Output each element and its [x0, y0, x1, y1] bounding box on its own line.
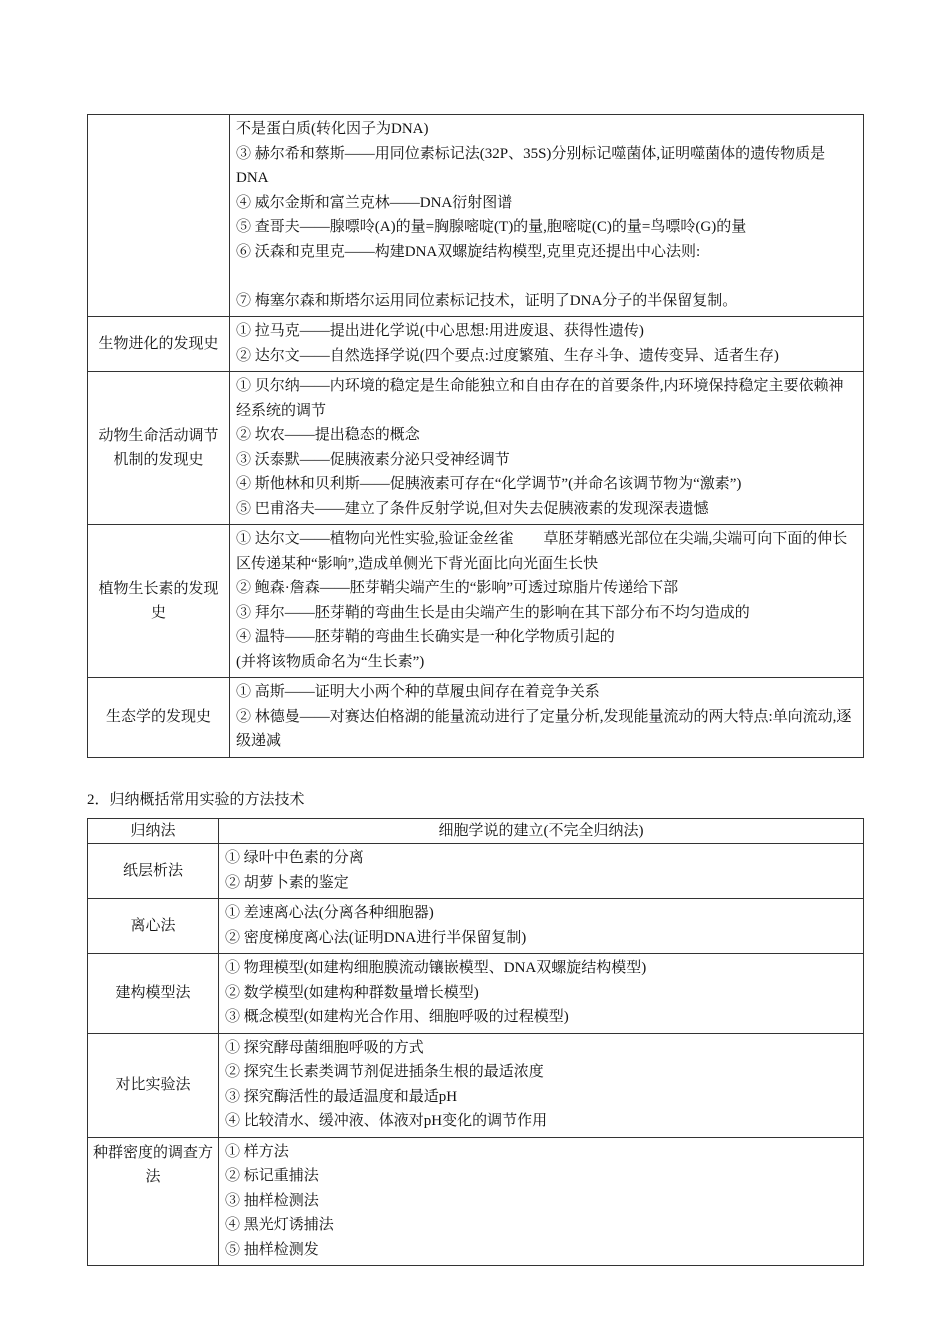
table-row [88, 899, 864, 954]
list-item: ① 探究酵母菌细胞呼吸的方式 [225, 1039, 424, 1056]
list-item: ② 数学模型(如建构种群数量增长模型) [225, 984, 479, 1001]
list-item: ④ 黑光灯诱捕法 [225, 1217, 334, 1233]
table-header-row [88, 818, 864, 844]
list-item: ② 鲍森·詹森——胚芽鞘尖端产生的“影响”可透过琼脂片传递给下部 [236, 580, 679, 596]
row-content [219, 1137, 864, 1266]
list-item: ① 贝尔纳——内环境的稳定是生命能独立和自由存在的首要条件,内环境保持稳定主要依赖神经系统的调节 [236, 378, 844, 419]
table-row [88, 1137, 864, 1266]
header-label: 归纳法 [88, 818, 219, 844]
row-content [230, 317, 864, 372]
list-item: ② 林德曼——对赛达伯格湖的能量流动进行了定量分析,发现能量流动的两大特点:单向流动,逐级递减 [236, 708, 852, 749]
list-item: ⑤ 查哥夫——腺嘌呤(A)的量=胸腺嘧啶(T)的量,胞嘧啶(C)的量=鸟嘌呤(G)的量 [236, 219, 747, 235]
row-content [230, 115, 864, 317]
list-item: ② 探究生长素类调节剂促进插条生根的最适浓度 [225, 1064, 544, 1080]
list-item: ③ 沃泰默——促胰液素分泌只受神经调节 [236, 451, 510, 468]
list-item: ③ 探究酶活性的最适温度和最适pH [225, 1088, 458, 1105]
list-item: ④ 温特——胚芽鞘的弯曲生长确实是一种化学物质引起的 [236, 629, 615, 645]
blank-line [236, 264, 857, 289]
list-item: ① 拉马克——提出进化学说(中心思想:用进废退、获得性遗传) [236, 323, 644, 339]
row-content [230, 372, 864, 525]
row-label: 动物生命活动调节机制的发现史 [88, 372, 230, 525]
row-label: 纸层析法 [88, 844, 219, 899]
row-label: 种群密度的调查方法 [88, 1137, 219, 1266]
list-item: ⑤ 巴甫洛夫——建立了条件反射学说,但对失去促胰液素的发现深表遗憾 [236, 500, 709, 517]
list-item: ⑤ 抽样检测发 [225, 1241, 319, 1258]
list-item: 不是蛋白质(转化因子为DNA) [236, 121, 429, 137]
list-item: ④ 比较清水、缓冲液、体液对pH变化的调节作用 [225, 1113, 548, 1129]
row-content [219, 844, 864, 899]
row-content [219, 1033, 864, 1137]
row-content [219, 899, 864, 954]
list-item: (并将该物质命名为“生长素”) [236, 653, 425, 670]
table-row [88, 844, 864, 899]
list-item: ④ 斯他林和贝利斯——促胰液素可存在“化学调节”(并命名该调节物为“激素”) [236, 476, 742, 492]
row-label: 对比实验法 [88, 1033, 219, 1137]
table-row [88, 372, 864, 525]
list-item: ② 密度梯度离心法(证明DNA进行半保留复制) [225, 929, 527, 946]
table-row [88, 115, 864, 317]
row-label: 植物生长素的发现史 [88, 525, 230, 678]
section-heading: 2．归纳概括常用实验的方法技术 [87, 791, 305, 808]
table-row [88, 525, 864, 678]
list-item: ① 达尔文——植物向光性实验,验证金丝雀 草胚芽鞘感光部位在尖端,尖端可向下面的伸长区传递某种“影响”,造成单侧光下背光面比向光面生长快 [236, 531, 848, 572]
row-label: 离心法 [88, 899, 219, 954]
list-item: ③ 概念模型(如建构光合作用、细胞呼吸的过程模型) [225, 1009, 569, 1025]
row-content [230, 678, 864, 758]
row-content [230, 525, 864, 678]
list-item: ① 样方法 [225, 1143, 289, 1160]
table-row [88, 317, 864, 372]
list-item: ① 差速离心法(分离各种细胞器) [225, 905, 434, 921]
list-item: ② 坎农——提出稳态的概念 [236, 427, 420, 443]
header-content: 细胞学说的建立(不完全归纳法) [219, 818, 864, 844]
list-item: ① 高斯——证明大小两个种的草履虫间存在着竞争关系 [236, 684, 600, 700]
list-item: ② 胡萝卜素的鉴定 [225, 874, 349, 891]
list-item: ⑦ 梅塞尔森和斯塔尔运用同位素标记技术，证明了DNA分子的半保留复制。 [236, 292, 738, 309]
list-item: ③ 拜尔——胚芽鞘的弯曲生长是由尖端产生的影响在其下部分布不均匀造成的 [236, 604, 750, 621]
list-item: ④ 威尔金斯和富兰克林——DNA衍射图谱 [236, 194, 513, 211]
table-row [88, 678, 864, 758]
list-item: ⑥ 沃森和克里克——构建DNA双螺旋结构模型,克里克还提出中心法则: [236, 243, 701, 260]
document-page [87, 114, 864, 1266]
row-label [88, 115, 230, 317]
list-item: ② 标记重捕法 [225, 1168, 319, 1184]
row-label: 建构模型法 [88, 954, 219, 1034]
list-item: ③ 赫尔希和蔡斯——用同位素标记法(32P、35S)分别标记噬菌体,证明噬菌体的遗传物质是DNA [236, 145, 826, 186]
table-row [88, 1033, 864, 1137]
list-item: ③ 抽样检测法 [225, 1192, 319, 1209]
row-label: 生物进化的发现史 [88, 317, 230, 372]
list-item: ① 绿叶中色素的分离 [225, 850, 364, 866]
list-item: ② 达尔文——自然选择学说(四个要点:过度繁殖、生存斗争、遗传变异、适者生存) [236, 347, 779, 364]
experiment-methods-table [87, 818, 864, 1267]
discovery-history-table [87, 114, 864, 758]
table-row [88, 954, 864, 1034]
list-item: ① 物理模型(如建构细胞膜流动镶嵌模型、DNA双螺旋结构模型) [225, 960, 647, 976]
row-label: 生态学的发现史 [88, 678, 230, 758]
row-content [219, 954, 864, 1034]
